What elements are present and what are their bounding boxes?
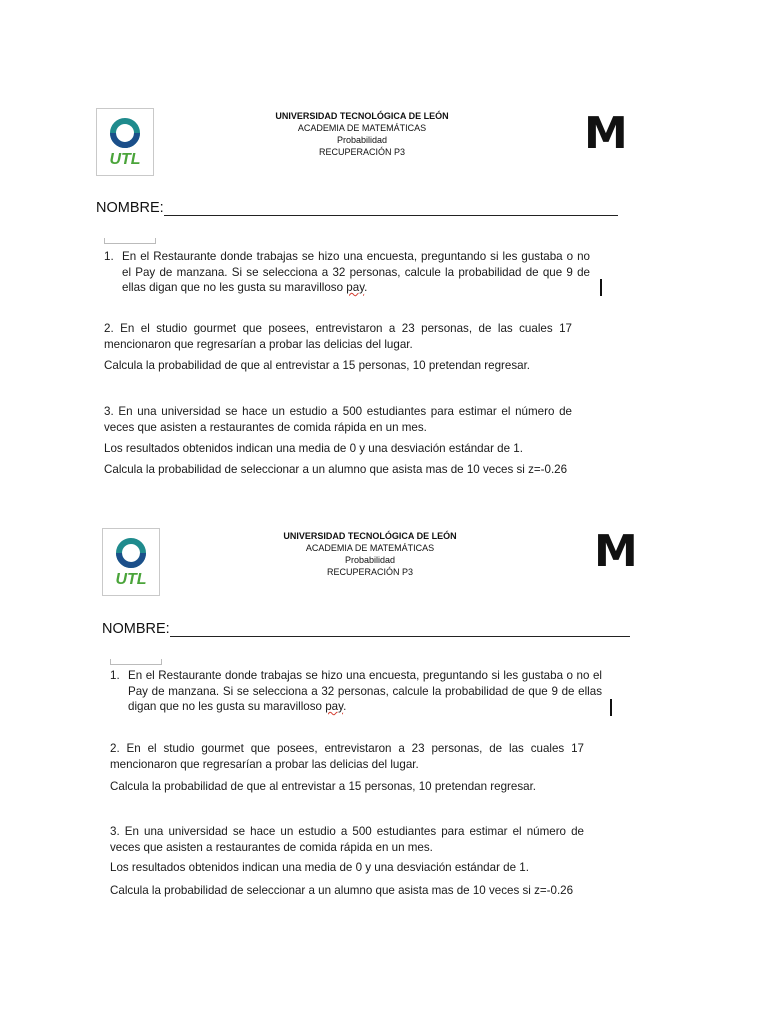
- name-label-2: NOMBRE:: [102, 621, 170, 637]
- ruler-tab-mark: [104, 238, 156, 244]
- name-line[interactable]: [164, 201, 618, 216]
- question-1-end: .: [364, 281, 368, 294]
- exam-title-2: RECUPERACIÓN P3: [326, 567, 414, 577]
- question-2-copy: 2. En el studio gourmet que posees, entrevistaron a 23 personas, de las cuales 17 mencionaron que regresarían a probar las delicias del lugar.: [110, 742, 584, 771]
- question-2-instruction: Calcula la probabilidad de que al entrevistar a 15 personas, 10 pretendan regresar.: [104, 359, 531, 372]
- spellcheck-flagged-word: pay: [346, 281, 365, 294]
- academy-name: ACADEMIA DE MATEMÁTICAS: [297, 123, 427, 133]
- exam-sheet-1: [0, 0, 768, 434]
- question-3-copy: 3. En una universidad se hace un estudio a 500 estudiantes para estimar el número de veces que asisten a restaurantes de comida rápida en un mes.: [110, 825, 584, 854]
- document-header-2: [240, 530, 500, 578]
- academy-name-2: ACADEMIA DE MATEMÁTICAS: [305, 543, 435, 553]
- document-header: [232, 110, 492, 158]
- ruler-tab-mark-2: [110, 659, 162, 665]
- question-1-text-2: En el Restaurante donde trabajas se hizo una encuesta, preguntando si les gustaba o no el Pay de manzana. Si se selecciona a 32 personas, calcule la probabilidad de que 9 de ellas digan que no les gusta su maravilloso: [128, 669, 602, 713]
- question-2-instruction-copy: Calcula la probabilidad de que al entrevistar a 15 personas, 10 pretendan regresar.: [110, 780, 537, 793]
- question-3-instruction-copy: Calcula la probabilidad de seleccionar a un alumno que asista mas de 10 veces si z=-0.26: [110, 884, 574, 897]
- university-name-2: UNIVERSIDAD TECNOLÓGICA DE LEÓN: [283, 531, 457, 541]
- question-3-instruction: Calcula la probabilidad de seleccionar a un alumno que asista mas de 10 veces si z=-0.26: [104, 463, 568, 476]
- exam-title: RECUPERACIÓN P3: [318, 147, 406, 157]
- question-1-end-2: .: [343, 700, 347, 713]
- subject-name: Probabilidad: [336, 135, 388, 145]
- question-1-text: En el Restaurante donde trabajas se hizo una encuesta, preguntando si les gustaba o no el Pay de manzana. Si se selecciona a 32 personas, calcule la probabilidad de que 9 de ellas digan que no les gusta su maravilloso: [122, 250, 590, 294]
- name-line-2[interactable]: [170, 622, 630, 637]
- text-cursor-2: [610, 699, 612, 716]
- question-3-results-copy: Los resultados obtenidos indican una media de 0 y una desviación estándar de 1.: [110, 861, 529, 874]
- logo-text-2: UTL: [115, 571, 147, 588]
- m-mark: M: [584, 108, 626, 159]
- name-label: NOMBRE:: [96, 200, 164, 216]
- question-1-copy: [110, 668, 602, 715]
- m-mark-2: M: [594, 526, 636, 577]
- question-3: 3. En una universidad se hace un estudio a 500 estudiantes para estimar el número de veces que asisten a restaurantes de comida rápida en un mes.: [104, 405, 572, 434]
- question-3-results: Los resultados obtenidos indican una media de 0 y una desviación estándar de 1.: [104, 442, 523, 455]
- subject-name-2: Probabilidad: [344, 555, 396, 565]
- university-name: UNIVERSIDAD TECNOLÓGICA DE LEÓN: [275, 111, 449, 121]
- utl-logo: [96, 108, 154, 176]
- logo-text: UTL: [109, 151, 141, 168]
- question-1-number-2: 1.: [110, 669, 120, 682]
- name-field: [96, 200, 618, 216]
- question-2: 2. En el studio gourmet que posees, entrevistaron a 23 personas, de las cuales 17 mencionaron que regresarían a probar las delicias del lugar.: [104, 322, 572, 351]
- question-1: [104, 249, 590, 296]
- text-cursor: [600, 279, 602, 296]
- spellcheck-flagged-word-2: pay: [325, 700, 344, 713]
- utl-logo-2: [102, 528, 160, 596]
- question-1-number: 1.: [104, 250, 114, 263]
- name-field-2: [102, 621, 630, 637]
